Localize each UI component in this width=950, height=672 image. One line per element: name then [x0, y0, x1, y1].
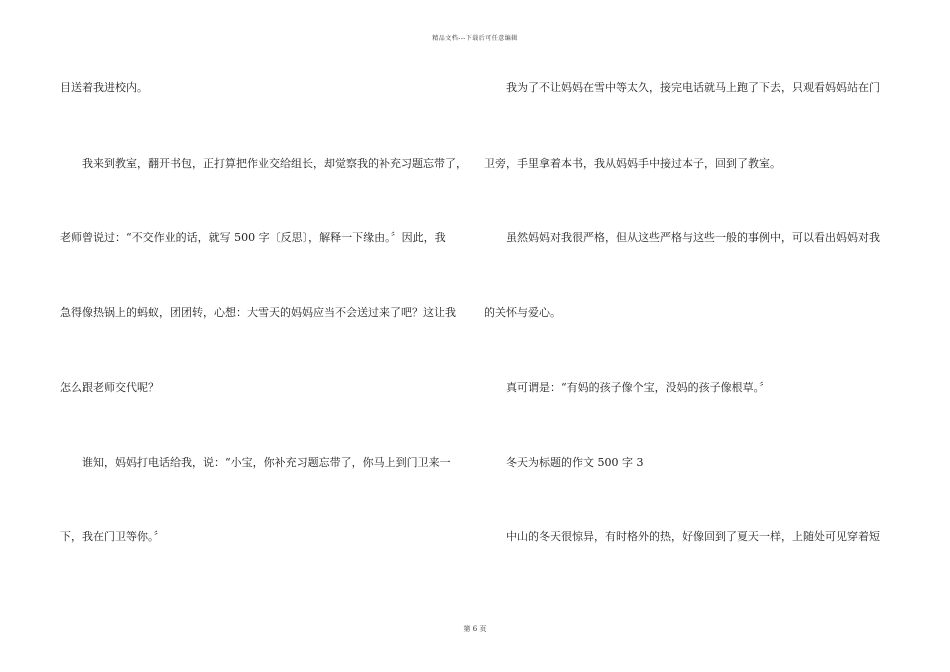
text-line: 的关怀与爱心。	[484, 306, 561, 319]
text-line: 怎么跟老师交代呢？	[60, 381, 159, 394]
left-column	[60, 0, 490, 672]
text-line: 真可谓是：“有妈的孩子像个宝，没妈的孩子像根草。〞	[506, 381, 771, 394]
text-line: 目送着我进校内。	[60, 81, 148, 94]
page-number: 第 6 页	[463, 625, 487, 633]
text-line: 虽然妈妈对我很严格，但从这些严格与这些一般的事例中，可以看出妈妈对我	[506, 231, 880, 244]
text-line: 谁知，妈妈打电话给我，说：“小宝，你补充习题忘带了，你马上到门卫来一	[82, 456, 451, 469]
text-line: 我来到教室，翻开书包，正打算把作业交给组长，却觉察我的补充习题忘带了，	[82, 157, 467, 170]
right-column	[484, 0, 914, 672]
text-line: 卫旁，手里拿着本书，我从妈妈手中接过本子，回到了教室。	[484, 157, 781, 170]
text-line: 中山的冬天很惊异，有时格外的热，好像回到了夏天一样，上随处可见穿着短	[506, 530, 880, 543]
page-header: 精品文档---下载后可任意编辑	[432, 35, 518, 42]
text-line: 急得像热锅上的蚂蚁，团团转，心想：大雪天的妈妈应当不会送过来了吧？这让我	[60, 306, 456, 319]
text-line: 下，我在门卫等你。〞	[60, 530, 165, 543]
text-line: 我为了不让妈妈在雪中等太久，接完电话就马上跑了下去，只观看妈妈站在门	[506, 81, 880, 94]
text-line: 老师曾说过：“不交作业的话，就写 500 字〔反思〕，解释一下缘由。〞因此，我	[60, 231, 446, 244]
section-title: 冬天为标题的作文 500 字 3	[506, 456, 644, 469]
